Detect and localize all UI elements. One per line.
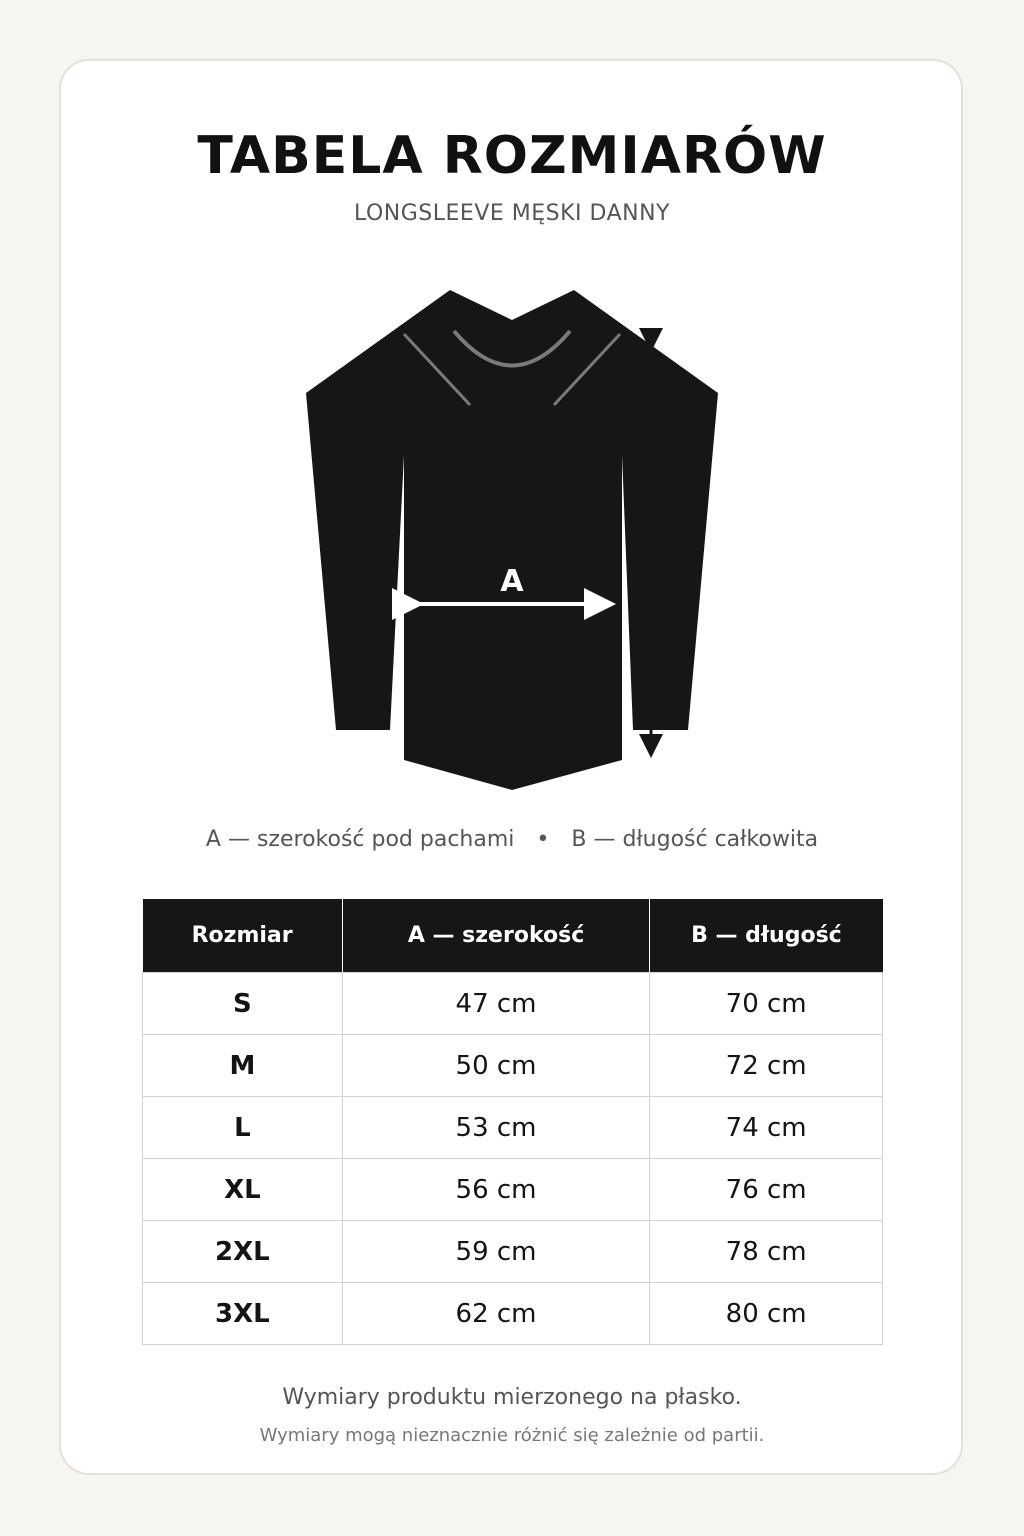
- table-row: [143, 1221, 883, 1283]
- measurement-legend: [0, 825, 1024, 855]
- size-cell: XL: [143, 1159, 343, 1221]
- legend-a: A — szerokość pod pachami: [205, 827, 515, 852]
- length-cell: 70 cm: [650, 973, 883, 1035]
- size-table: [142, 899, 883, 1345]
- width-cell: 56 cm: [342, 1159, 650, 1221]
- page-title: TABELA ROZMIARÓW: [197, 126, 827, 186]
- width-cell: 59 cm: [342, 1221, 650, 1283]
- width-cell: 50 cm: [342, 1035, 650, 1097]
- header-width: A — szerokość: [342, 899, 650, 973]
- table-row: [143, 1159, 883, 1221]
- length-cell: 80 cm: [650, 1283, 883, 1345]
- legend-b: B — długość całkowita: [571, 827, 819, 852]
- length-cell: 78 cm: [650, 1221, 883, 1283]
- measurement-disclaimer: Wymiary mogą nieznacznie różnić się zależnie od partii.: [259, 1425, 765, 1446]
- header-length: B — długość: [650, 899, 883, 973]
- size-cell: 3XL: [143, 1283, 343, 1345]
- size-cell: M: [143, 1035, 343, 1097]
- width-cell: 47 cm: [342, 973, 650, 1035]
- header-size: Rozmiar: [143, 899, 343, 973]
- table-header-row: [143, 899, 883, 973]
- length-cell: 76 cm: [650, 1159, 883, 1221]
- size-cell: S: [143, 973, 343, 1035]
- length-cell: 72 cm: [650, 1035, 883, 1097]
- legend-separator: •: [536, 827, 550, 852]
- width-cell: 53 cm: [342, 1097, 650, 1159]
- table-row: [143, 973, 883, 1035]
- table-row: [143, 1035, 883, 1097]
- product-subtitle: LONGSLEEVE MĘSKI DANNY: [354, 201, 670, 226]
- length-cell: 74 cm: [650, 1097, 883, 1159]
- measurement-note: Wymiary produktu mierzonego na płasko.: [282, 1385, 742, 1410]
- width-cell: 62 cm: [342, 1283, 650, 1345]
- label-a: A: [500, 564, 524, 599]
- table-row: [143, 1097, 883, 1159]
- size-cell: 2XL: [143, 1221, 343, 1283]
- size-cell: L: [143, 1097, 343, 1159]
- table-row: [143, 1283, 883, 1345]
- label-b: B: [675, 543, 698, 578]
